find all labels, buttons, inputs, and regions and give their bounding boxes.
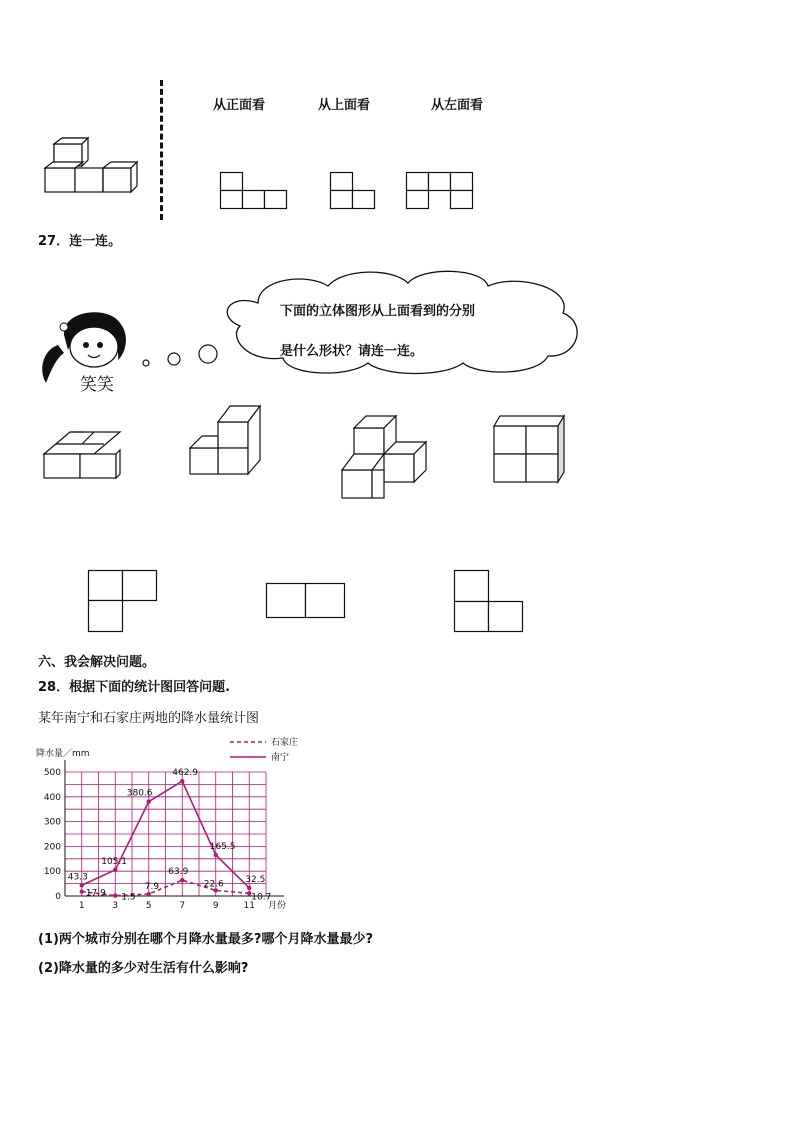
bubble-line-2: 是什么形状？请连一连。 (280, 344, 424, 359)
x-tick-label: 3 (112, 901, 119, 911)
data-label: 1.5 (121, 892, 136, 903)
chart-title: 某年南宁和石家庄两地的降水量统计图 (38, 711, 260, 726)
data-point (113, 868, 117, 872)
data-label: 105.1 (101, 856, 128, 867)
x-tick-label: 9 (212, 901, 219, 911)
y-tick-label: 300 (43, 817, 61, 828)
data-label: 10.7 (251, 892, 272, 903)
x-tick-label: 7 (179, 901, 186, 911)
top-view-label: 从上面看 (318, 98, 371, 113)
top-view-shape (330, 172, 376, 210)
girl-name: 笑笑 (80, 375, 114, 395)
y-tick-label: 400 (43, 792, 61, 803)
data-point (214, 853, 218, 857)
x-tick-label: 5 (145, 901, 152, 911)
front-view-shape (220, 172, 288, 210)
section-6-heading: 六、我会解决问题。 (38, 655, 156, 670)
front-view-label: 从正面看 (213, 98, 266, 113)
x-tick-label: 1 (78, 901, 85, 911)
data-label: 380.6 (126, 788, 153, 799)
data-point (180, 878, 184, 882)
x-tick-label: 11 (243, 901, 255, 911)
data-point (147, 799, 151, 803)
solid-4 (492, 414, 568, 486)
dashed-divider (160, 80, 163, 220)
y-tick-label: 500 (43, 768, 61, 778)
data-point (247, 886, 251, 890)
data-point (80, 889, 84, 893)
y-tick-label: 200 (43, 842, 61, 853)
x-axis-title: 月份 (268, 901, 287, 911)
data-point (147, 892, 151, 896)
data-point (180, 779, 184, 783)
left-view-label: 从左面看 (431, 98, 484, 113)
data-label: 32.5 (245, 874, 266, 885)
solid-1 (42, 422, 124, 480)
q28-title: 28．根据下面的统计图回答问题. (38, 680, 231, 695)
solid-2 (188, 404, 264, 476)
data-label: 17.9 (85, 888, 106, 899)
data-label: 462.9 (172, 768, 199, 779)
data-label: 7.9 (144, 882, 160, 893)
cube-stack-figure (40, 138, 140, 196)
thought-cloud (218, 268, 583, 378)
data-label: 22.6 (203, 879, 224, 890)
legend-label: 南宁 (271, 753, 290, 763)
legend-label: 石家庄 (271, 738, 299, 748)
data-label: 63.9 (168, 867, 189, 878)
solid-3 (340, 412, 428, 500)
data-label: 43.3 (67, 872, 88, 883)
thought-dots (140, 340, 220, 370)
answer-shape-a (88, 570, 158, 634)
answer-shape-c (454, 570, 524, 634)
answer-shape-b (266, 583, 346, 619)
q28-question-2: (2)降水量的多少对生活有什么影响? (38, 961, 249, 976)
precipitation-line-chart (30, 734, 300, 919)
data-point (113, 893, 117, 897)
bubble-line-1: 下面的立体图形从上面看到的分别 (280, 304, 476, 319)
y-tick-label: 0 (55, 892, 61, 902)
y-tick-label: 100 (43, 867, 61, 878)
q28-question-1: (1)两个城市分别在哪个月降水量最多?哪个月降水量最少? (38, 932, 374, 947)
y-axis-title: 降水量／mm (36, 749, 90, 759)
q27-title: 27．连一连。 (38, 234, 122, 249)
data-point (80, 883, 84, 887)
data-label: 165.5 (209, 841, 236, 852)
left-view-shape (406, 172, 474, 210)
